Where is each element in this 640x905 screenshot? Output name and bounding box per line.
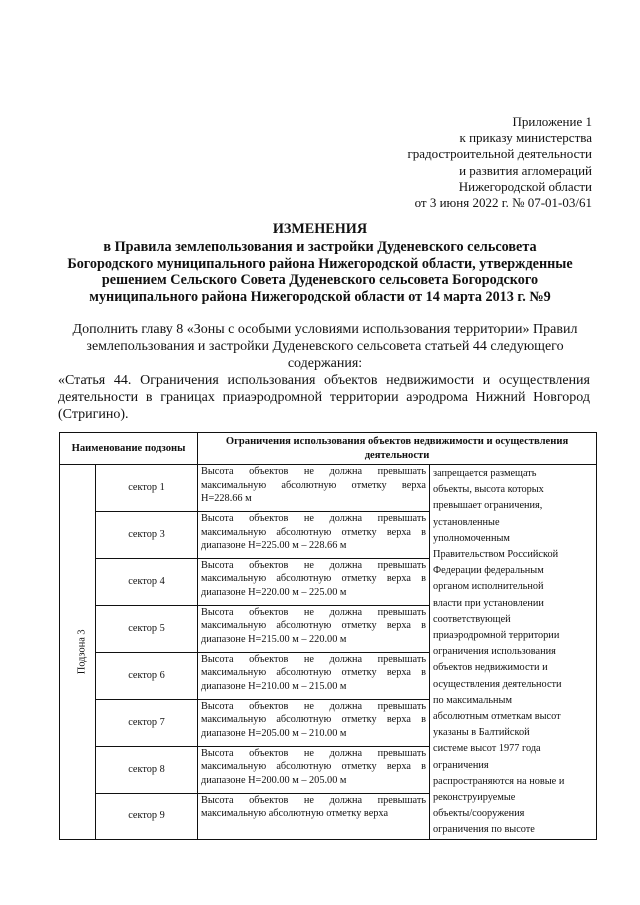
- general-line: указаны в Балтийской: [433, 727, 530, 739]
- title-line: Богородского муниципального района Нижегородской области, утвержденные: [67, 255, 573, 272]
- sector-cell: сектор 1: [96, 465, 198, 512]
- general-line: ограничения по высоте: [433, 824, 535, 836]
- table-row: [60, 465, 597, 512]
- header-restrictions: Ограничения использования объектов недвижимости и осуществления деятельности: [198, 433, 597, 465]
- appendix-line: и развития агломераций: [459, 162, 592, 178]
- general-line: объекты/сооружения: [433, 808, 525, 820]
- appendix-line: градостроительной деятельности: [407, 146, 592, 162]
- sector-cell: сектор 4: [96, 558, 198, 605]
- general-line: абсолютным отметкам высот: [433, 711, 561, 723]
- height-limit-cell: Высота объектов не должна превышать максимальную абсолютную отметку верха: [198, 793, 430, 839]
- sector-cell: сектор 7: [96, 699, 198, 746]
- height-limit-cell: Высота объектов не должна превышать максимальную абсолютную отметку верха в диапазоне Н=220.00 м – 225.00 м: [198, 558, 430, 605]
- table-header-row: [60, 433, 597, 465]
- general-line: объекты, высота которых: [433, 484, 544, 496]
- general-line: органом исполнительной: [433, 581, 544, 593]
- height-limit-cell: Высота объектов не должна превышать максимальную абсолютную отметку верха в диапазоне Н=205.00 м – 210.00 м: [198, 699, 430, 746]
- general-line: объектов недвижимости и: [433, 662, 548, 674]
- general-line: ограничения: [433, 759, 489, 771]
- restrictions-table: [59, 432, 597, 840]
- general-line: приаэродромной территории: [433, 630, 560, 642]
- general-line: Федерации федеральным: [433, 565, 544, 577]
- general-line: реконструируемые: [433, 792, 516, 804]
- sector-cell: сектор 6: [96, 652, 198, 699]
- title-heading: ИЗМЕНЕНИЯ: [272, 221, 368, 237]
- general-line: осуществления деятельности: [433, 678, 562, 690]
- intro-paragraph: [58, 321, 592, 372]
- general-line: запрещается размещать: [433, 468, 537, 479]
- intro-line: землепользования и застройки Дуденевского сельсовета статьей 44 следующего: [86, 339, 564, 354]
- subzone-label: Подзона 3: [76, 629, 88, 675]
- appendix-line: Нижегородской области: [458, 178, 592, 194]
- appendix-line: от 3 июня 2022 г. № 07-01-03/61: [414, 195, 592, 211]
- appendix-block: [332, 114, 592, 211]
- sector-cell: сектор 3: [96, 511, 198, 558]
- header-subzone-name: Наименование подзоны: [60, 433, 198, 465]
- general-line: Правительством Российской: [433, 549, 559, 561]
- appendix-line: Приложение 1: [512, 114, 592, 129]
- height-limit-cell: Высота объектов не должна превышать максимальную абсолютную отметку верха в диапазоне Н=200.00 м – 205.00 м: [198, 746, 430, 793]
- general-line: установленные: [433, 516, 500, 528]
- subzone-cell: [60, 465, 96, 840]
- height-limit-cell: Высота объектов не должна превышать максимальную абсолютную отметку верха в диапазоне Н=225.00 м – 228.66 м: [198, 511, 430, 558]
- sector-cell: сектор 9: [96, 793, 198, 839]
- height-limit-cell: Высота объектов не должна превышать максимальную абсолютную отметку верха в диапазоне Н=210.00 м – 215.00 м: [198, 652, 430, 699]
- height-limit-cell: Высота объектов не должна превышать максимальную абсолютную отметку верха в диапазоне Н=215.00 м – 220.00 м: [198, 605, 430, 652]
- general-line: власти при установлении: [433, 597, 544, 609]
- title-line: в Правила землепользования и застройки Дуденевского сельсовета: [103, 238, 537, 255]
- general-restrictions-cell: [430, 465, 597, 840]
- height-limit-cell: Высота объектов не должна превышать максимальную абсолютную отметку верха Н=228.66 м: [198, 465, 430, 512]
- appendix-line: к приказу министерства: [459, 130, 592, 146]
- general-line: системе высот 1977 года: [433, 743, 541, 755]
- general-line: распространяются на новые и: [433, 775, 565, 787]
- intro-line: Дополнить главу 8 «Зоны с особыми условиями использования территории» Правил: [72, 322, 578, 337]
- article-heading: «Статья 44. Ограничения использования объектов недвижимости и осуществления деятельности в границах приаэродромной территории аэродрома Нижний Новгород (Стригино).: [58, 373, 590, 422]
- general-line: соответствующей: [433, 613, 511, 625]
- general-line: превышает ограничения,: [433, 500, 543, 512]
- title-line: решением Сельского Совета Дуденевского сельсовета Богородского: [101, 272, 539, 289]
- general-line: ограничения использования: [433, 646, 556, 658]
- title-line: муниципального района Нижегородской области от 14 марта 2013 г. №9: [89, 289, 551, 306]
- sector-cell: сектор 5: [96, 605, 198, 652]
- general-line: по максимальным: [433, 694, 512, 706]
- document-title: [0, 221, 640, 306]
- general-line: уполномоченным: [433, 532, 510, 544]
- sector-cell: сектор 8: [96, 746, 198, 793]
- intro-line: содержания:: [287, 356, 363, 371]
